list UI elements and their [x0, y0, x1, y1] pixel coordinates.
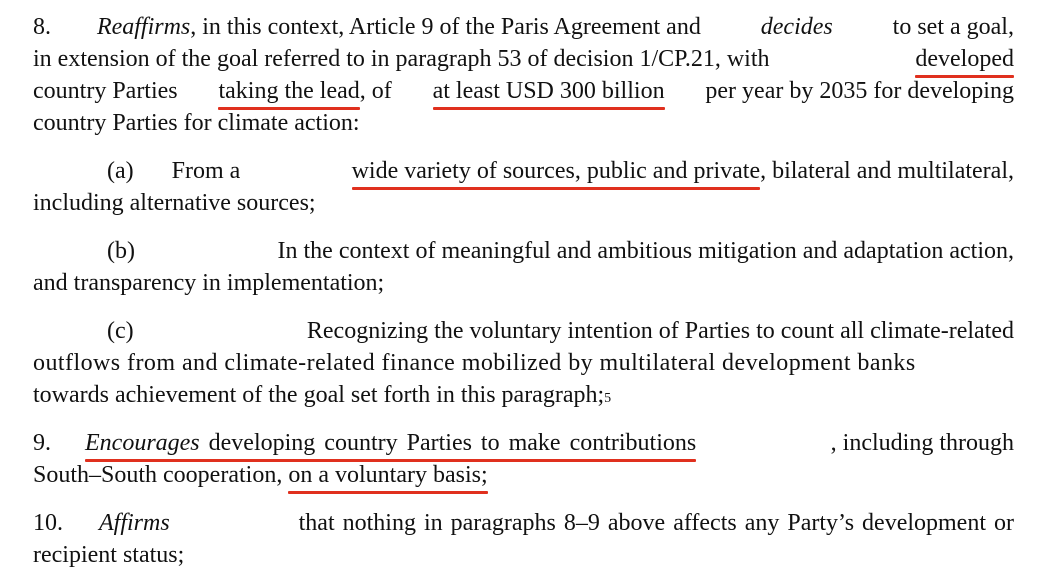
p8-line-3-mid: , of [359, 78, 392, 104]
p8-line-1 [33, 11, 1014, 43]
highlight-voluntary-basis: on a voluntary basis; [288, 459, 487, 491]
p8b-line-1 [107, 235, 1014, 267]
p8c-text: Recognizing the voluntary intention of Parties to count all climate-related [306, 318, 1014, 344]
p10-verb-affirms: Affirms [99, 510, 170, 536]
p8c-line-1 [107, 315, 1014, 347]
p8b-line-2 [33, 267, 1014, 299]
p9-line-2 [33, 459, 1014, 491]
p8-line-3 [33, 75, 1014, 107]
highlight-taking-the-lead: taking the lead [218, 75, 359, 107]
p8a-label: (a) [107, 158, 134, 184]
p8-verb-reaffirms: Reaffirms [96, 14, 191, 40]
p8-line-3-post: per year by 2035 for developing [705, 78, 1014, 104]
p8a-line-2-text: including alternative sources; [33, 190, 316, 216]
p9-line-2-pre: South–South cooperation, [33, 462, 283, 488]
p8-text-2: to set a goal, [892, 14, 1014, 40]
p8a-pre: From a [171, 158, 241, 184]
p8c-line-3: towards achievement of the goal set forth in this paragraph; 5 [33, 379, 1014, 411]
p8a-post: , bilateral and multilateral, [760, 158, 1014, 184]
p8c-label: (c) [107, 318, 134, 344]
p8a-line-1 [107, 155, 1014, 187]
p8-number: 8. [33, 14, 51, 40]
highlight-wide-variety-of-sources: wide variety of sources, public and private [352, 155, 761, 187]
p8b-label: (b) [107, 238, 135, 264]
p10-line-2-text: recipient status; [33, 542, 185, 568]
p9-line-1 [33, 427, 1014, 459]
p8-line-2 [33, 43, 1014, 75]
p8b-text: In the context of meaningful and ambitious mitigation and adaptation action, [277, 238, 1014, 264]
p8a-line-2 [33, 187, 1014, 219]
p8-text-1: , in this context, Article 9 of the Paris Agreement and [190, 14, 701, 40]
p9-post: , including through [830, 430, 1014, 456]
p8b-line-2-text: and transparency in implementation; [33, 270, 385, 296]
p10-line-1 [33, 507, 1014, 539]
p10-text: that nothing in paragraphs 8–9 above affects any Party’s development or [298, 510, 1014, 536]
p9-highlight-rest: developing country Parties to make contributions [199, 430, 697, 456]
highlight-usd-300-billion: at least USD 300 billion [433, 75, 665, 107]
p9-highlight-text [85, 430, 696, 456]
highlight-developed: developed [915, 43, 1014, 75]
p8-line-4-text: country Parties for climate action: [33, 110, 360, 136]
p8c-line-3-text: towards achievement of the goal set forth in this paragraph; [33, 382, 605, 408]
highlight-encourages [85, 427, 696, 459]
p8c-line-2 [33, 347, 1014, 379]
p10-number: 10. [33, 510, 63, 536]
p8-line-4 [33, 107, 1014, 139]
p9-number: 9. [33, 430, 51, 456]
p9-verb-encourages: Encourages [85, 430, 200, 456]
p8c-line-2-text: outflows from and climate-related finance mobilized by multilateral development banks [33, 350, 916, 376]
p8-line-3-pre: country Parties [33, 78, 178, 104]
p8-verb-decides: decides [760, 14, 833, 40]
p10-line-2 [33, 539, 1014, 571]
p8-line-2-text: in extension of the goal referred to in paragraph 53 of decision 1/CP.21, with [33, 46, 770, 72]
